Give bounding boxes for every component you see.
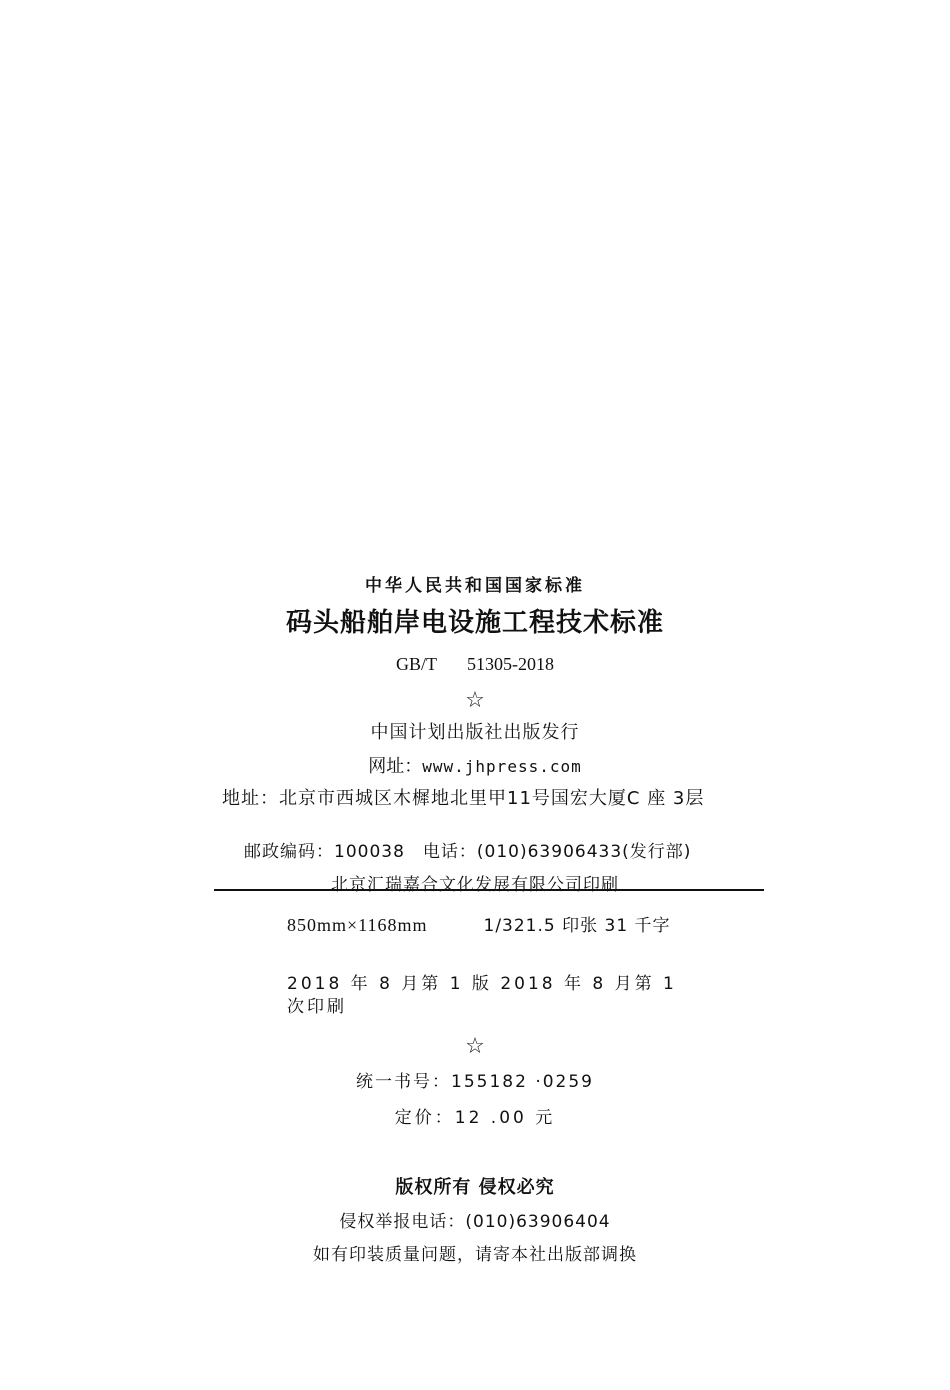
postal-code: 100038 xyxy=(334,842,405,862)
paper-size: 850mm×1168mm xyxy=(287,915,428,935)
postal-phone-line xyxy=(244,842,691,862)
standard-prefix: GB/T xyxy=(395,654,437,674)
series-title: 中华人民共和国国家标准 xyxy=(365,576,585,596)
isbn-label: 统一书号： xyxy=(356,1072,452,1092)
format-details: 1/321.5 印张 31 千字 xyxy=(483,916,671,936)
edition-line: 2018 年 8 月第 1 版 2018 年 8 月第 1 次印刷 xyxy=(287,974,677,1017)
divider-rule xyxy=(214,889,764,891)
website-label: 网址： xyxy=(368,756,423,777)
website-line xyxy=(0,756,950,778)
star-divider-bottom: ☆ xyxy=(465,1034,485,1059)
piracy-hotline: 侵权举报电话：(010)63906404 xyxy=(339,1212,611,1232)
phone-text: 电话：(010)63906433(发行部) xyxy=(422,842,692,862)
publisher-line: 中国计划出版社出版发行 xyxy=(370,722,580,743)
defect-notice: 如有印装质量问题，请寄本社出版部调换 xyxy=(313,1245,637,1265)
postal-label: 邮政编码： xyxy=(244,842,334,862)
star-divider-top: ☆ xyxy=(465,688,485,713)
printer-line: 北京汇瑞嘉合文化发展有限公司印刷 xyxy=(331,875,619,895)
standard-number: 51305-2018 xyxy=(467,654,554,674)
format-line xyxy=(287,913,687,938)
price-line xyxy=(0,1108,950,1128)
website-url: www.jhpress.com xyxy=(422,757,582,776)
standard-code xyxy=(0,654,950,676)
price-label: 定价： xyxy=(394,1108,455,1128)
isbn-value: 155182 ·0259 xyxy=(451,1072,594,1092)
copyright-notice: 版权所有 侵权必究 xyxy=(395,1177,555,1198)
isbn-line xyxy=(0,1072,950,1092)
address-line: 地址：北京市西城区木樨地北里甲11号国宏大厦C 座 3层 xyxy=(222,788,705,809)
price-value: 12 .00 元 xyxy=(454,1108,556,1128)
book-title: 码头船舶岸电设施工程技术标准 xyxy=(285,608,664,638)
